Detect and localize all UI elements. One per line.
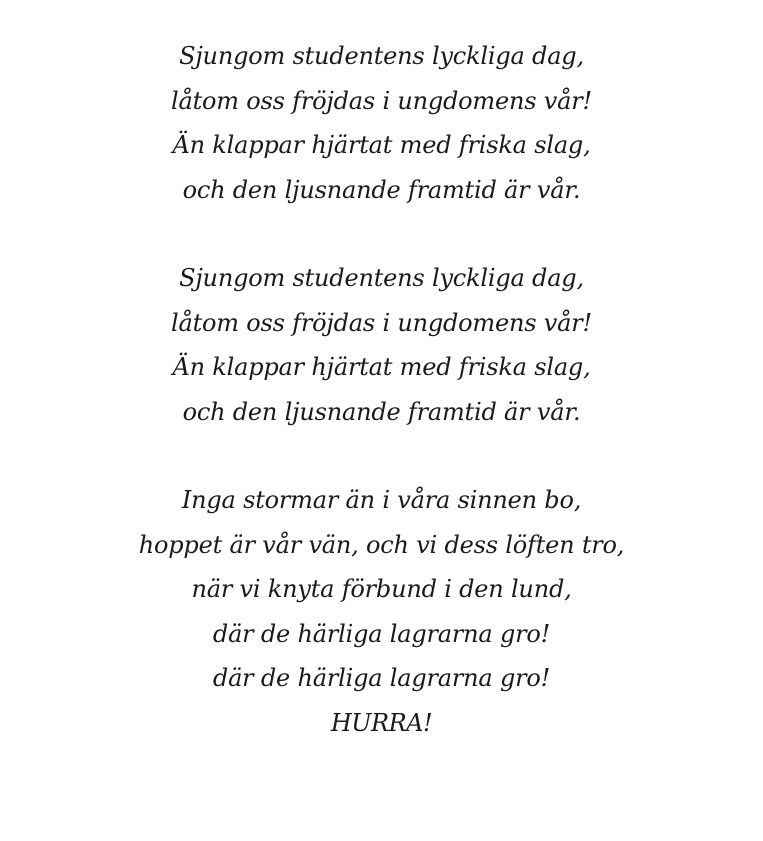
poem-line: där de härliga lagrarna gro! [212, 664, 551, 692]
stanza-2 [0, 256, 763, 434]
poem-line: och den ljusnande framtid är vår. [182, 175, 581, 204]
poem-line: Än klappar hjärtat med friska slag, [172, 131, 591, 159]
poem-line: Sjungom studentens lyckliga dag, [179, 42, 584, 70]
poem-line: Sjungom studentens lyckliga dag, [179, 264, 584, 292]
poem-line: hoppet är vår vän, och vi dess löften tro, [138, 530, 625, 559]
poem-line: låtom oss fröjdas i ungdomens vår! [171, 86, 592, 115]
poem-line: och den ljusnande framtid är vår. [182, 397, 581, 426]
poem-line: när vi knyta förbund i den lund, [191, 575, 572, 603]
stanza-1 [0, 34, 763, 212]
poem-line: Än klappar hjärtat med friska slag, [172, 353, 591, 381]
poem-line-hurra: HURRA! [330, 708, 433, 737]
poem-line: Inga stormar än i våra sinnen bo, [181, 486, 582, 514]
poem-line: där de härliga lagrarna gro! [212, 619, 551, 648]
stanza-3 [0, 478, 763, 745]
poem-line: låtom oss fröjdas i ungdomens vår! [171, 308, 592, 337]
poem-text [0, 34, 763, 745]
